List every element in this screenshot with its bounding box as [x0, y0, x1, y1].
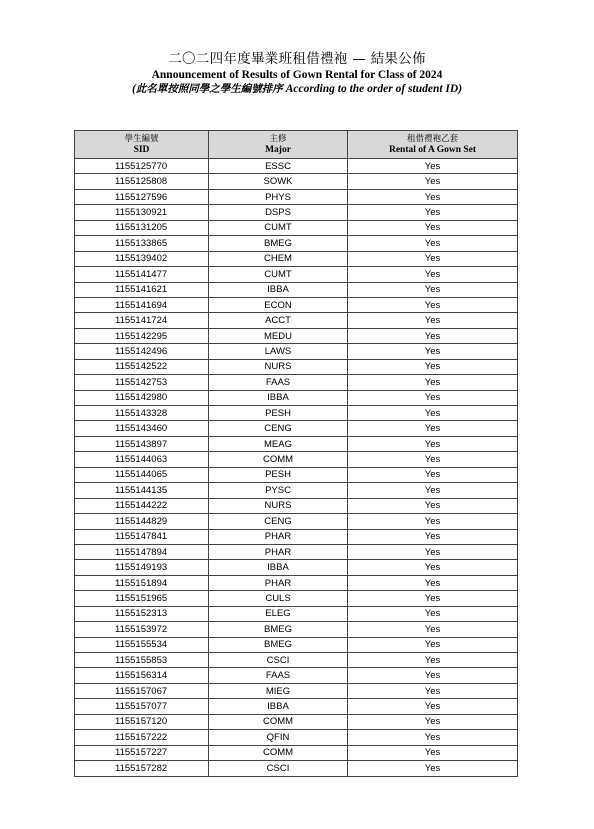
cell-rental: Yes [348, 622, 518, 637]
cell-major: COMM [209, 452, 348, 467]
cell-rental: Yes [348, 591, 518, 606]
cell-sid: 1155133865 [75, 236, 209, 251]
cell-major: CENG [209, 514, 348, 529]
column-header-rental-en: Rental of A Gown Set [388, 144, 477, 155]
cell-rental: Yes [348, 390, 518, 405]
sort-order-note [0, 82, 594, 97]
cell-major: CSCI [209, 653, 348, 668]
cell-rental: Yes [348, 544, 518, 559]
sort-note-english: According to the order of student ID) [282, 83, 463, 95]
table-row [75, 236, 518, 251]
cell-rental: Yes [348, 406, 518, 421]
cell-sid: 1155144222 [75, 498, 209, 513]
cell-major: DSPS [209, 205, 348, 220]
cell-major: COMM [209, 745, 348, 760]
column-header-sid-en: SID [133, 144, 150, 155]
table-row [75, 653, 518, 668]
cell-major: NURS [209, 498, 348, 513]
cell-major: PESH [209, 406, 348, 421]
cell-rental: Yes [348, 606, 518, 621]
table-row [75, 205, 518, 220]
table-row [75, 436, 518, 451]
cell-sid: 1155130921 [75, 205, 209, 220]
cell-sid: 1155144063 [75, 452, 209, 467]
table-row [75, 189, 518, 204]
cell-rental: Yes [348, 683, 518, 698]
cell-sid: 1155157282 [75, 761, 209, 776]
cell-sid: 1155125808 [75, 174, 209, 189]
cell-major: IBBA [209, 699, 348, 714]
table-row [75, 174, 518, 189]
cell-major: COMM [209, 714, 348, 729]
table-row [75, 668, 518, 683]
table-row [75, 267, 518, 282]
cell-sid: 1155151894 [75, 575, 209, 590]
cell-sid: 1155157077 [75, 699, 209, 714]
cell-rental: Yes [348, 205, 518, 220]
table-row [75, 606, 518, 621]
table-row [75, 159, 518, 174]
cell-major: NURS [209, 359, 348, 374]
cell-sid: 1155143460 [75, 421, 209, 436]
cell-sid: 1155155534 [75, 637, 209, 652]
cell-sid: 1155142522 [75, 359, 209, 374]
cell-major: CULS [209, 591, 348, 606]
sort-note-open: ( [131, 83, 136, 95]
table-row [75, 529, 518, 544]
table-row [75, 313, 518, 328]
table-row [75, 761, 518, 776]
cell-sid: 1155153972 [75, 622, 209, 637]
gown-rental-results-table [74, 130, 518, 777]
cell-major: CHEM [209, 251, 348, 266]
title-chinese: 二〇二四年度畢業班租借禮袍 — 結果公佈 [168, 51, 426, 67]
sort-note-chinese: 此名單按照同學之學生編號排序 [135, 83, 283, 95]
column-header-major-en: Major [265, 144, 291, 155]
column-header-rental-zh: 租借禮袍乙套 [406, 133, 458, 144]
cell-major: PYSC [209, 483, 348, 498]
cell-major: IBBA [209, 560, 348, 575]
table-row [75, 328, 518, 343]
cell-sid: 1155156314 [75, 668, 209, 683]
cell-rental: Yes [348, 220, 518, 235]
column-header-major [209, 131, 348, 159]
cell-sid: 1155147894 [75, 544, 209, 559]
cell-sid: 1155143897 [75, 436, 209, 451]
table-row [75, 483, 518, 498]
cell-rental: Yes [348, 313, 518, 328]
cell-rental: Yes [348, 668, 518, 683]
cell-rental: Yes [348, 174, 518, 189]
table-row [75, 297, 518, 312]
table-row [75, 714, 518, 729]
cell-rental: Yes [348, 236, 518, 251]
cell-rental: Yes [348, 421, 518, 436]
cell-major: QFIN [209, 730, 348, 745]
cell-sid: 1155157222 [75, 730, 209, 745]
table-row [75, 452, 518, 467]
cell-sid: 1155157227 [75, 745, 209, 760]
cell-major: SOWK [209, 174, 348, 189]
table-header-row [75, 131, 518, 159]
cell-major: MIEG [209, 683, 348, 698]
cell-major: PESH [209, 467, 348, 482]
cell-major: PHAR [209, 529, 348, 544]
cell-sid: 1155142295 [75, 328, 209, 343]
cell-sid: 1155139402 [75, 251, 209, 266]
cell-rental: Yes [348, 297, 518, 312]
cell-major: CSCI [209, 761, 348, 776]
cell-major: ECON [209, 297, 348, 312]
table-row [75, 375, 518, 390]
cell-sid: 1155144829 [75, 514, 209, 529]
cell-sid: 1155155853 [75, 653, 209, 668]
table-row [75, 390, 518, 405]
cell-sid: 1155125770 [75, 159, 209, 174]
cell-rental: Yes [348, 745, 518, 760]
cell-major: PHYS [209, 189, 348, 204]
cell-rental: Yes [348, 560, 518, 575]
cell-major: ESSC [209, 159, 348, 174]
table-row [75, 622, 518, 637]
cell-sid: 1155144135 [75, 483, 209, 498]
cell-major: MEDU [209, 328, 348, 343]
cell-sid: 1155142496 [75, 344, 209, 359]
cell-rental: Yes [348, 529, 518, 544]
table-row [75, 745, 518, 760]
table-row [75, 467, 518, 482]
cell-rental: Yes [348, 282, 518, 297]
cell-rental: Yes [348, 159, 518, 174]
cell-sid: 1155142980 [75, 390, 209, 405]
cell-sid: 1155141694 [75, 297, 209, 312]
column-header-major-zh: 主修 [269, 133, 287, 144]
column-header-rental [348, 131, 518, 159]
cell-sid: 1155152313 [75, 606, 209, 621]
cell-sid: 1155127596 [75, 189, 209, 204]
cell-sid: 1155141477 [75, 267, 209, 282]
table-row [75, 544, 518, 559]
cell-major: FAAS [209, 668, 348, 683]
cell-major: CUMT [209, 267, 348, 282]
cell-major: MEAG [209, 436, 348, 451]
cell-major: ACCT [209, 313, 348, 328]
table-row [75, 251, 518, 266]
cell-rental: Yes [348, 699, 518, 714]
cell-rental: Yes [348, 436, 518, 451]
cell-major: FAAS [209, 375, 348, 390]
table-row [75, 637, 518, 652]
cell-rental: Yes [348, 761, 518, 776]
cell-sid: 1155144065 [75, 467, 209, 482]
cell-rental: Yes [348, 344, 518, 359]
table-row [75, 683, 518, 698]
cell-rental: Yes [348, 575, 518, 590]
table-row [75, 498, 518, 513]
column-header-sid [75, 131, 209, 159]
cell-major: LAWS [209, 344, 348, 359]
table-row [75, 359, 518, 374]
cell-major: PHAR [209, 575, 348, 590]
cell-rental: Yes [348, 653, 518, 668]
table-body [75, 159, 518, 777]
table-row [75, 591, 518, 606]
cell-rental: Yes [348, 498, 518, 513]
cell-major: IBBA [209, 282, 348, 297]
table-row [75, 699, 518, 714]
cell-sid: 1155143328 [75, 406, 209, 421]
table-row [75, 406, 518, 421]
cell-major: ELEG [209, 606, 348, 621]
table-row [75, 730, 518, 745]
table-row [75, 514, 518, 529]
cell-sid: 1155141621 [75, 282, 209, 297]
table-row [75, 344, 518, 359]
cell-rental: Yes [348, 637, 518, 652]
cell-sid: 1155157067 [75, 683, 209, 698]
cell-major: IBBA [209, 390, 348, 405]
cell-rental: Yes [348, 251, 518, 266]
cell-major: CUMT [209, 220, 348, 235]
table-row [75, 421, 518, 436]
title-english: Announcement of Results of Gown Rental for Class of 2024 [151, 69, 443, 81]
cell-rental: Yes [348, 467, 518, 482]
table-row [75, 282, 518, 297]
cell-sid: 1155147841 [75, 529, 209, 544]
cell-sid: 1155131205 [75, 220, 209, 235]
cell-sid: 1155142753 [75, 375, 209, 390]
cell-sid: 1155151965 [75, 591, 209, 606]
cell-rental: Yes [348, 328, 518, 343]
cell-major: PHAR [209, 544, 348, 559]
cell-major: BMEG [209, 236, 348, 251]
cell-sid: 1155157120 [75, 714, 209, 729]
cell-rental: Yes [348, 483, 518, 498]
cell-major: BMEG [209, 622, 348, 637]
cell-rental: Yes [348, 452, 518, 467]
cell-major: CENG [209, 421, 348, 436]
column-header-sid-zh: 學生編號 [124, 133, 159, 144]
table-row [75, 560, 518, 575]
cell-sid: 1155149193 [75, 560, 209, 575]
cell-rental: Yes [348, 375, 518, 390]
cell-rental: Yes [348, 730, 518, 745]
table-row [75, 575, 518, 590]
table-row [75, 220, 518, 235]
cell-rental: Yes [348, 514, 518, 529]
cell-rental: Yes [348, 714, 518, 729]
cell-rental: Yes [348, 267, 518, 282]
cell-major: BMEG [209, 637, 348, 652]
document-header [0, 51, 594, 97]
cell-rental: Yes [348, 189, 518, 204]
cell-rental: Yes [348, 359, 518, 374]
cell-sid: 1155141724 [75, 313, 209, 328]
